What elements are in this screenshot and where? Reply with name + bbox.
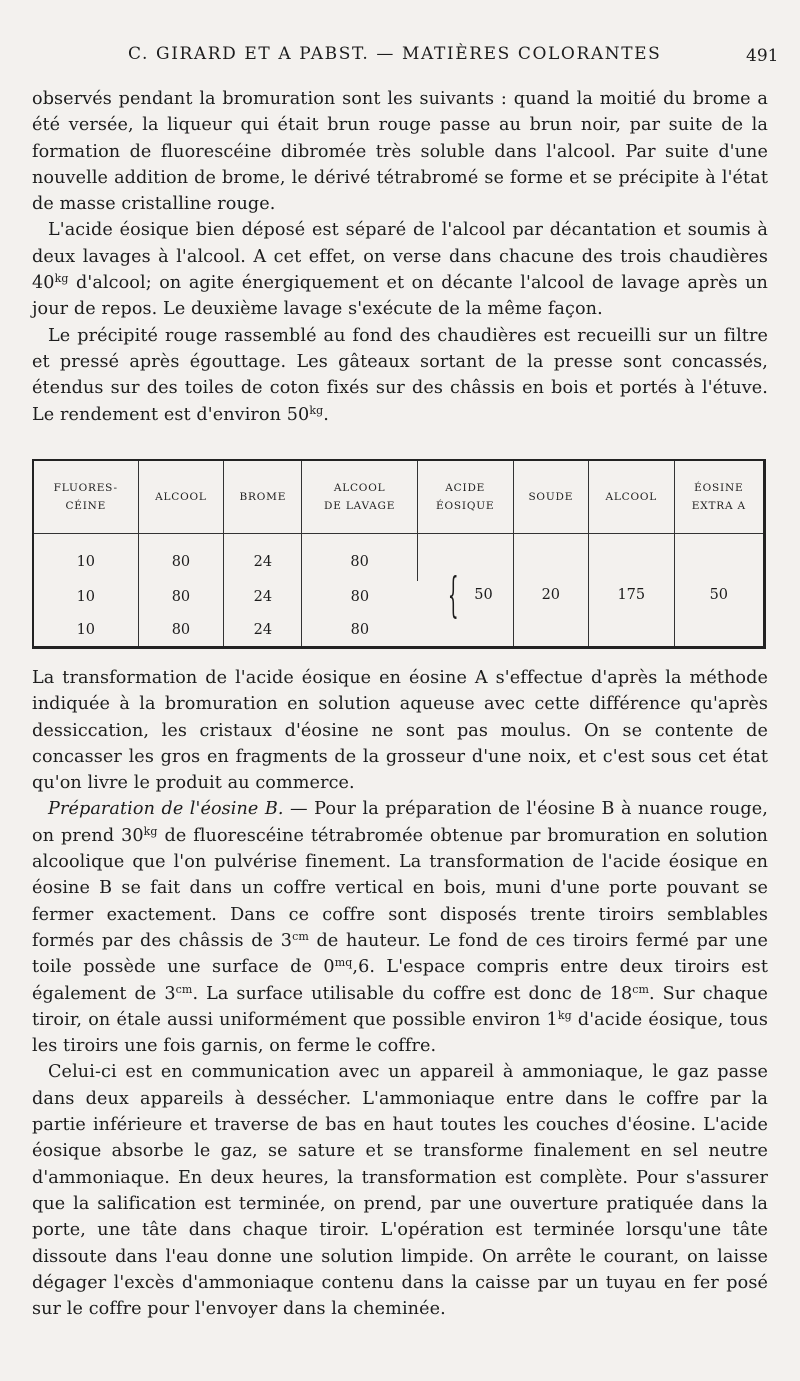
col-header-brome: BROME [224, 461, 302, 534]
table-row [34, 534, 763, 581]
section-heading: Préparation de l'éosine B. [48, 799, 284, 820]
col-header-alcool: ALCOOL [138, 461, 224, 534]
table-cell: 24 [224, 534, 302, 581]
paragraph: observés pendant la bromuration sont les suivants : quand la moitié du brome a été versée, la liqueur qui était brun rouge passe au brun noir, par suite de la formation de fluorescéine dibromée très soluble dans l'alcool. Par suite d'une nouvelle addition de brome, le dérivé tétrabromé se forme et se précipite à l'état de masse cristalline rouge. [32, 89, 768, 215]
col-header-alcool-lavage: ALCOOL DE LAVAGE [302, 461, 417, 534]
brace-glyph: { [447, 567, 459, 623]
paragraph: Le précipité rouge rassemblé au fond des chaudières est recueilli sur un filtre et pressé après égouttage. Les gâteaux sortant de la presse sont concassés, étendus sur des toiles de coton fixés sur des châssis en bois et portés à l'étuve. Le rendement est d'environ $50^{kg}$. [32, 325, 768, 425]
table-cell-alcool: 175 [588, 534, 674, 647]
running-title: C. GIRARD ET A PABST. — MATIÈRES COLORANTES [128, 44, 662, 64]
running-header [0, 44, 800, 72]
table-cell: 80 [302, 534, 417, 581]
table-cell: 80 [138, 534, 224, 581]
table-cell: 80 [138, 613, 224, 646]
paragraph: L'acide éosique bien déposé est séparé de l'alcool par décantation et soumis à deux lavages à l'alcool. A cet effet, on verse dans chacune des trois chaudières $40^{kg}$ d'alcool; on agite énergiquement et on décante l'alcool de lavage après un jour de repos. Le deuxième lavage s'exécute de la même façon. [32, 220, 768, 320]
col-header-alcool-2: ALCOOL [588, 461, 674, 534]
col-header-eosine-extra-a: ÉOSINE EXTRA A [674, 461, 763, 534]
table-cell-acide-eosique: { 50 [417, 534, 513, 647]
table-cell: 10 [34, 581, 138, 614]
table-cell: 24 [224, 613, 302, 646]
col-header-acide-eosique: ACIDE ÉOSIQUE [417, 461, 513, 534]
paragraph [32, 796, 768, 1059]
table-cell: 80 [138, 581, 224, 614]
page-number: 491 [746, 46, 779, 66]
table-cell-soude: 20 [513, 534, 588, 647]
paragraph: La transformation de l'acide éosique en éosine A s'effectue d'après la méthode indiquée à la bromuration en solution aqueuse avec cette différence qu'après dessiccation, les cristaux d'éosine ne sont pas moulus. On se contente de concasser les gros en fragments de la grosseur d'une noix, et c'est sous cet état qu'on livre le produit au commerce. [32, 668, 768, 794]
table-cell: 10 [34, 613, 138, 646]
table-cell-eosine: 50 [709, 587, 729, 603]
paragraph: Celui-ci est en communication avec un appareil à ammoniaque, le gaz passe dans deux appareils à dessécher. L'ammoniaque entre dans le coffre par la partie inférieure et traverse de bas en haut toutes les couches d'éosine. L'acide éosique absorbe le gaz, se sature et se transforme finalement en sel neutre d'ammoniaque. En deux heures, la transformation est complète. Pour s'assurer que la salification est terminée, on prend, par une ouverture pratiquée dans la porte, une tâte dans chaque tiroir. L'opération est terminée lorsqu'une tâte dissoute dans l'eau donne une solution limpide. On arrête le courant, on laisse dégager l'excès d'ammoniaque contenu dans la caisse par un tuyau en fer posé sur le coffre pour l'envoyer dans la cheminée. [32, 1062, 768, 1320]
table-cell: 80 [350, 588, 370, 605]
table-cell: 24 [224, 581, 302, 614]
table-cell: 10 [34, 534, 138, 581]
col-header-soude: SOUDE [513, 461, 588, 534]
composition-table [32, 459, 766, 649]
text-block-bottom [32, 665, 768, 1322]
paragraph-text: — Pour la préparation de l'éosine B à nuance rouge, on prend $30^{kg}$ de fluorescéine tétrabromée obtenue par bromuration en solution alcoolique que l'on pulvérise finement. La transformation de l'acide éosique en éosine B se fait dans un coffre vertical en bois, muni d'une porte pouvant se fermer exactement. Dans ce coffre sont disposés trente tiroirs semblables formés par des châssis de $3^{cm}$ de hauteur. Le fond de ces tiroirs fermé par une toile possède une surface de $0^{mq},6$. L'espace compris entre deux tiroirs est également de $3^{cm}$. La surface utilisable du coffre est donc de $18^{cm}$. Sur chaque tiroir, on étale aussi uniformément que possible environ $1^{kg}$ d'acide éosique, tous les tiroirs une fois garnis, on ferme le coffre. [32, 799, 768, 1057]
table-cell: 80 [350, 621, 370, 638]
col-header-fluoresceine: FLUORES- CÉINE [34, 461, 138, 534]
text-block-top [32, 86, 768, 428]
